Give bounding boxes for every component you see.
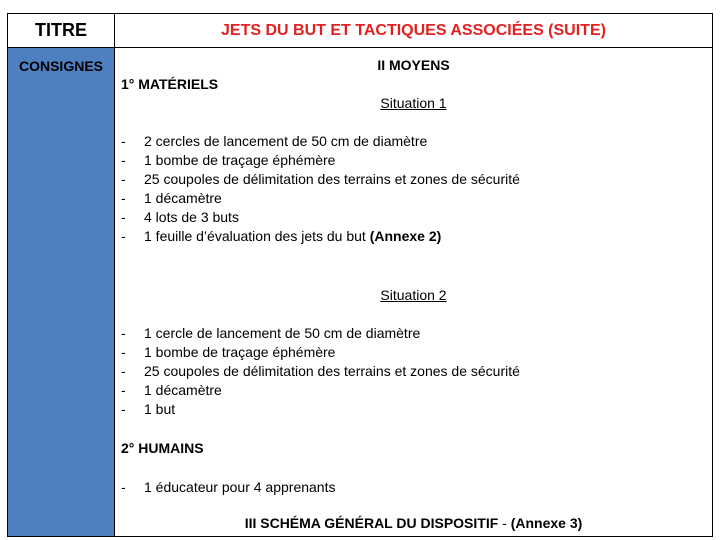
list-item: 25 coupoles de délimitation des terrains et zones de sécurité [144,171,520,187]
consignes-label: CONSIGNES [18,58,103,74]
schema-footer [115,514,712,532]
bullet: - [121,228,126,244]
list-item: 25 coupoles de délimitation des terrains et zones de sécurité [144,363,520,379]
annex-ref: (Annexe 3) [510,515,583,531]
list-item: 1 éducateur pour 4 apprenants [144,479,336,495]
bullet: - [121,209,126,225]
list-item-text: 1 feuille d’évaluation des jets du but [144,228,370,244]
bullet: - [121,325,126,341]
bullet: - [121,382,126,398]
consignes-sidebar [7,47,115,537]
bullet: - [121,190,126,206]
page-title-cell [114,13,713,48]
list-item: 1 décamètre [144,190,222,206]
titre-label-cell [7,13,115,48]
separator: - [498,515,511,531]
titre-label: TITRE [35,20,87,40]
section-heading: II MOYENS [377,57,450,73]
bullet: - [121,363,126,379]
situation2-heading: Situation 2 [380,287,447,303]
list-item: 1 bombe de traçage éphémère [144,344,336,360]
list-item [144,227,441,245]
bullet: - [121,479,126,495]
humains-heading: 2° HUMAINS [121,440,204,456]
content-cell [114,47,713,537]
annex-ref: (Annexe 2) [369,228,442,244]
list-item: 1 bombe de traçage éphémère [144,152,336,168]
bullet: - [121,344,126,360]
bullet: - [121,152,126,168]
list-item: 1 cercle de lancement de 50 cm de diamètre [144,325,421,341]
materiels-heading: 1° MATÉRIELS [121,76,219,92]
list-item: 4 lots de 3 buts [144,209,239,225]
bullet: - [121,171,126,187]
list-item: 1 décamètre [144,382,222,398]
bullet: - [121,133,126,149]
situation1-heading: Situation 1 [380,95,447,111]
list-item: 1 but [144,401,176,417]
bullet: - [121,401,126,417]
list-item: 2 cercles de lancement de 50 cm de diamètre [144,133,428,149]
page-title: JETS DU BUT ET TACTIQUES ASSOCIÉES (SUITE) [221,21,606,39]
schema-heading: III SCHÉMA GÉNÉRAL DU DISPOSITIF [244,515,499,531]
